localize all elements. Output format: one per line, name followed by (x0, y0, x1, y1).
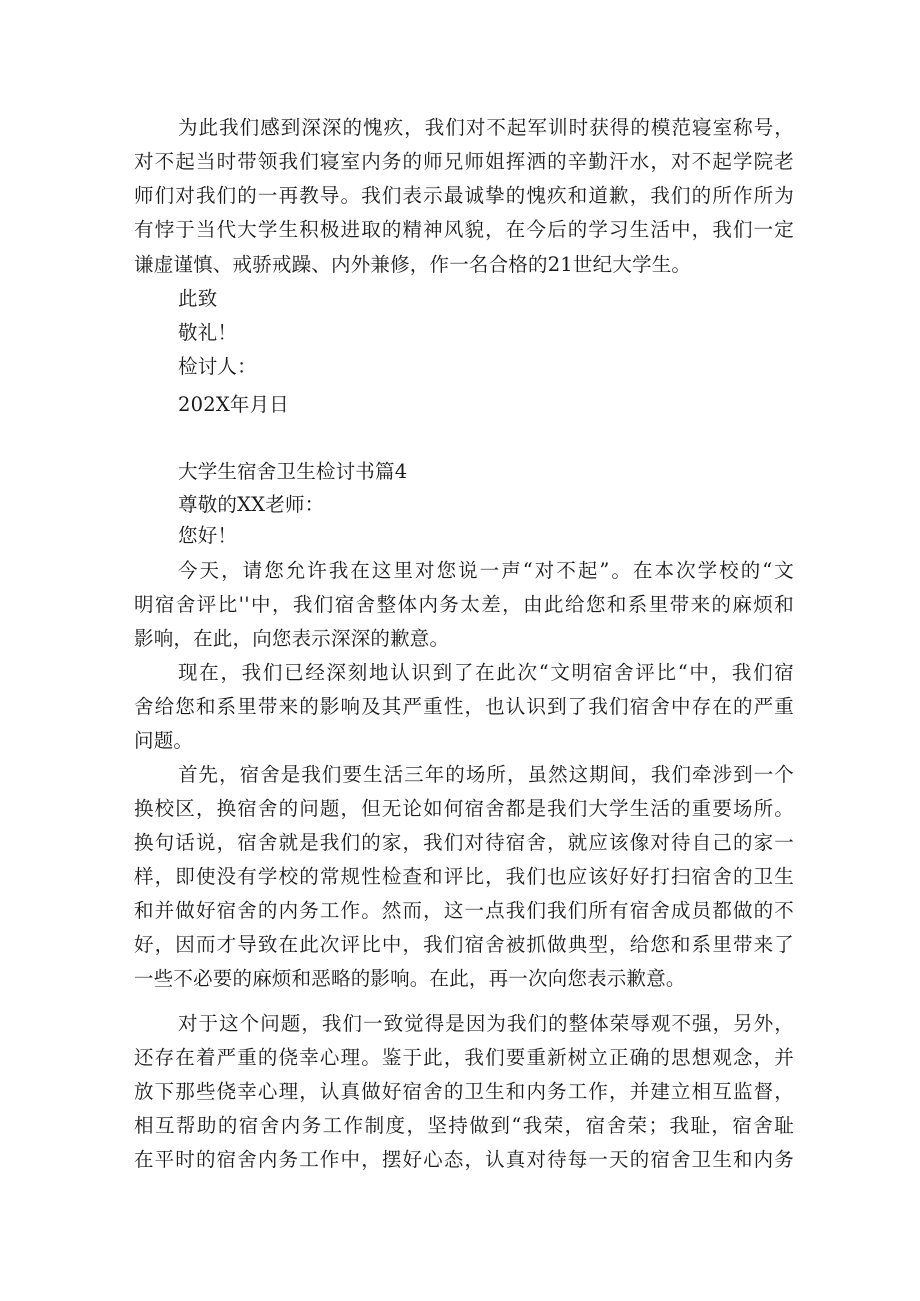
paragraph-line: 还存在着严重的侥幸心理。鉴于此，我们要重新树立正确的思想观念，并 (134, 1046, 794, 1069)
paragraph-line: 谦虚谨慎、戒骄戒躁、内外兼修，作一名合格的21世纪大学生。 (134, 253, 692, 276)
paragraph-line: 换校区，换宿舍的问题，但无论如何宿舍都是我们大学生活的重要场所。 (134, 797, 794, 820)
paragraph-line: 现在，我们已经深刻地认识到了在此次“文明宿舍评比“中，我们宿 (178, 661, 794, 684)
paragraph-line: 首先，宿舍是我们要生活三年的场所，虽然这期间，我们牵涉到一个 (178, 763, 794, 786)
paragraph-line: 和并做好宿舍的内务工作。然而，这一点我们我们所有宿舍成员都做的不 (134, 899, 794, 922)
section-title: 大学生宿舍卫生检讨书篇4 (178, 460, 408, 483)
paragraph-line: 师们对我们的一再教导。我们表示最诚挚的愧疚和道歉，我们的所作所为 (134, 184, 794, 207)
paragraph-line: 问题。 (134, 729, 194, 752)
paragraph-line: 放下那些侥幸心理，认真做好宿舍的卫生和内务工作，并建立相互监督， (134, 1080, 794, 1103)
addressee-text: 尊敬的XX老师： (178, 493, 325, 516)
greeting-text: 您好！ (178, 524, 238, 547)
paragraph-line: 一些不必要的麻烦和恶略的影响。在此，再一次向您表示歉意。 (134, 967, 686, 990)
paragraph-line: 在平时的宿舍内务工作中，摆好心态，认真对待每一天的宿舍卫生和内务 (134, 1148, 794, 1171)
paragraph-line: 换句话说，宿舍就是我们的家，我们对待宿舍，就应该像对待自己的家一 (134, 831, 794, 854)
paragraph-line: 对于这个问题，我们一致觉得是因为我们的整体荣辱观不强，另外， (178, 1012, 794, 1035)
date-text: 202X年月日 (178, 393, 290, 416)
paragraph-line: 对不起当时带领我们寝室内务的师兄师姐挥洒的辛勤汗水，对不起学院老 (134, 150, 794, 173)
paragraph-line: 相互帮助的宿舍内务工作制度，坚持做到“我荣，宿舍荣；我耻，宿舍耻 (134, 1114, 794, 1137)
paragraph-line: 好，因而才导致在此次评比中，我们宿舍被抓做典型，给您和系里带来了 (134, 933, 794, 956)
paragraph-line: 舍给您和系里带来的影响及其严重性，也认识到了我们宿舍中存在的严重 (134, 695, 794, 718)
paragraph-line: 影响，在此，向您表示深深的歉意。 (134, 627, 450, 650)
reviewer-label: 检讨人： (178, 355, 257, 378)
closing-text: 此致 (178, 287, 218, 310)
paragraph-line: 样，即使没有学校的常规性检查和评比，我们也应该好好打扫宿舍的卫生 (134, 865, 794, 888)
paragraph-line: 明宿舍评比''中，我们宿舍整体内务太差，由此给您和系里带来的麻烦和 (134, 593, 794, 616)
salute-text: 敬礼！ (178, 321, 238, 344)
paragraph-line: 为此我们感到深深的愧疚，我们对不起军训时获得的模范寝室称号， (178, 116, 794, 139)
paragraph-line: 有悖于当代大学生积极进取的精神风貌，在今后的学习生活中，我们一定 (134, 218, 794, 241)
paragraph-line: 今天，请您允许我在这里对您说一声“对不起”。在本次学校的“文 (178, 559, 794, 582)
